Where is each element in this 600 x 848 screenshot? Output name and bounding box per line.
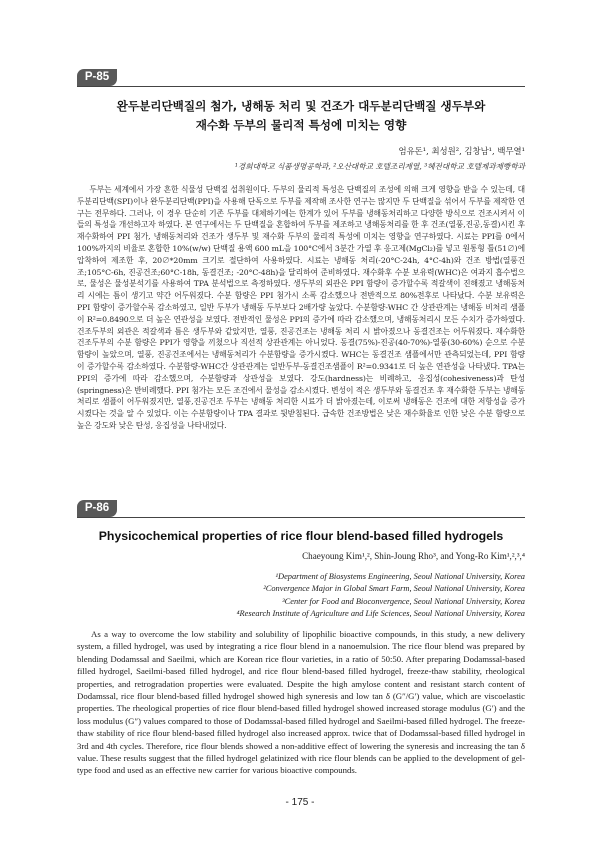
abstract-title: Physicochemical properties of rice flour blend-based filled hydrogels [98, 529, 504, 543]
abstract-tag: P-86 [77, 500, 117, 517]
page-number: - 175 - [285, 797, 315, 808]
abstract-body: As a way to overcome the low stability and solubility of lipophilic bioactive compounds, in this study, a new delivery system, a filled hydrogel, was used by integrating a rice flour blend in a nanoemulsion. The rice flour blend was prepared by blending Dodamssal and Saeilmi, which are Korean rice flour varieties, in a ratio of 50:50. After preparing Dodamssal-based filled hydrogel, Saeilmi-based filled hydrogel, and rice flour blend-based filled hydrogel, freeze-thaw stability, rheological properties, and retrogradation properties were evaluated. Despite the high amylose content and resistant starch content of Dodamssal, rice flour blend-based filled hydrogel showed high syneresis and low tan δ (G″/G′) value, which are viscoelastic properties. The rheological properties of rice flour blend-based filled hydrogel showed increased storage modulus (G′) and the loss modulus (G″) values compared to those of Dodamssal-based filled hydrogel and Saeilmi-based filled hydrogel. The freeze-thaw stability of rice flour blend-based filled hydrogel also increased approx. twice that of Dodamssal-based filled hydrogel in 3rd and 4th cycles. Therefore, rice flour blends showed a non-additive effect of lowering the syneresis and increasing the tan δ value. These results suggest that the filled hydrogel gelatinized with rice flour blends can be applied to the development of gel-type food and used as an effective new carrier for various bioactive compounds. [77, 629, 525, 776]
title-line-2: 재수화 두부의 물리적 특성에 미치는 영향 [195, 118, 407, 132]
affiliation-list [237, 571, 525, 620]
author-list: Chaeyoung Kim¹,², Shin-Joung Rho³, and Yong-Ro Kim¹,²,³,⁴ [302, 551, 525, 561]
abstract-title [77, 97, 525, 135]
affiliation-item: ¹Department of Biosystems Engineering, Seoul National University, Korea [275, 572, 525, 581]
affiliation-item: ²Convergence Major in Global Smart Farm, Seoul National University, Korea [263, 584, 525, 594]
author-list: 엄유돈¹, 최성원², 김창남¹, 백무열¹ [398, 146, 525, 156]
affiliation-item: ⁴Research Institute of Agriculture and Life Sciences, Seoul National University, Korea [236, 608, 525, 618]
title-line-1: 완두분리단백질의 첨가, 냉해동 처리 및 건조가 대두분리단백질 생두부와 [116, 99, 486, 113]
section-rule [77, 86, 525, 87]
affiliation-item: ³Center for Food and Bioconvergence, Seoul National University, Korea [282, 596, 525, 606]
affiliation-list: ¹경희대학교 식품생명공학과, ²오산대학교 호텔조리계열, ³혜전대학교 호텔제과제빵학과 [234, 162, 525, 171]
abstract-body: 두부는 세계에서 가장 흔한 식물성 단백질 섭취원이다. 두부의 물리적 특성은 단백질의 조성에 의해 크게 영향을 받을 수 있는데, 대두분리단백(SPI)이나 완두분리단백(PPI)을 사용해 단독으로 두부를 제작해 조사한 연구는 많지만 두 단백질을 섞어서 두부를 제작한 연구는 전무하다. 그러나, 이 경우 단순히 기존 두부를 대체하기에는 한계가 있어 두부를 냉해동처리하고 다양한 방식으로 건조시켜서 이들의 특성을 개선하고자 하였다. 본 연구에서는 두 단백질을 혼합하여 두부를 제조하고 냉해동처리를 한 후 건조(열풍,진공,동결)시킨 후 재수화하여 PPI 첨가, 냉해동처리와 건조가 생두부 및 재수화 두부의 물리적 특성에 미치는 영향을 연구하였다. 시료는 PPI를 0에서 100%까지의 비율로 혼합한 10%(w/w) 단백질 용액 600 mL을 100°C에서 3분간 가열 후 응고제(MgCl₂)를 넣고 원통형 틀(51∅)에 압착하여 제조한 후, 20∅*20mm 크기로 절단하여 사용하였다. 시료는 냉해동 처리(-20°C-24h, 4°C-4h)와 건조 방법(열풍건조;105°C-6h, 진공건조;60°C-18h, 동결건조; -20°C-48h)을 달리하여 준비하였다. 재수화후 수분 보유력(WHC)은 여과지 흡수법으로, 물성은 물성분석기를 사용하여 TPA 분석법으로 측정하였다. 생두부의 외관은 PPI 함량이 증가할수록 적갈색이 진해졌고 냉해동처리 시에는 틈이 생기고 약간 어두워졌다. 수분 함량은 PPI 첨가시 소폭 감소했으나 전반적으로 80%전후로 나타났다. 수분 보유력은 PPI 함량이 증가할수록 감소하였고, 일반 두부가 냉해동 두부보다 2배가량 높았다. 수분함량-WHC 간 상관관계는 냉해동 비처리 샘플이 R²=0.8490으로 더 높은 연관성을 보였다. 전반적인 물성은 PPI의 증가에 따라 감소했으며, 냉해동처리시 모든 수치가 증가하였다. 건조두부의 외관은 적갈색과 틈은 생두부와 같았지만, 열풍, 진공건조는 냉해동 처리 시 밝아졌으나 동결건조는 어두워졌다. 재수화한 건조두부의 수분 함량은 PPI가 영향을 끼쳤으나 직선적 상관관계는 아니었다. 동결(75%)-진공(40-70%)-열풍(30-60%) 순으로 수분함량이 높았으며, 열풍, 진공건조에서는 냉해동처리가 수분함량을 증가시켰다. WHC는 동결건조 샘플에서만 관측되었는데, PPI 함량이 증가할수록 감소하였다. 수분함량-WHC간 상관관계는 일반두부-동결건조샘플이 R²=0.9341로 더 높은 연관성을 나타냈다. TPA는 PPI의 증가에 따라 감소했으며, 수분함량과 상관성을 보였다. 강도(hardness)는 비례하고, 응집성(cohesiveness)과 탄성(springness)은 반비례했다. PPI 첨가는 모든 조건에서 물성을 감소시켰다. 변성이 적은 생두부와 동결건조 후 재수화한 두부는 냉해동처리로 샘플이 어두워졌지만, 열풍,진공건조 두부는 냉해동 처리한 시료가 더 밝아졌는데, 이로써 냉해동은 건조에 대한 저항성을 증가시켰다는 것을 알 수 있었다. 이는 수분함량이나 TPA 결과로 뒷받침된다. 급속한 건조방법은 낮은 재수화율로 인한 낮은 수분 함량으로 높은 강도와 낮은 탄성, 응집성을 나타내었다. [77, 185, 525, 430]
section-rule [77, 517, 525, 518]
abstract-tag: P-85 [77, 69, 117, 86]
